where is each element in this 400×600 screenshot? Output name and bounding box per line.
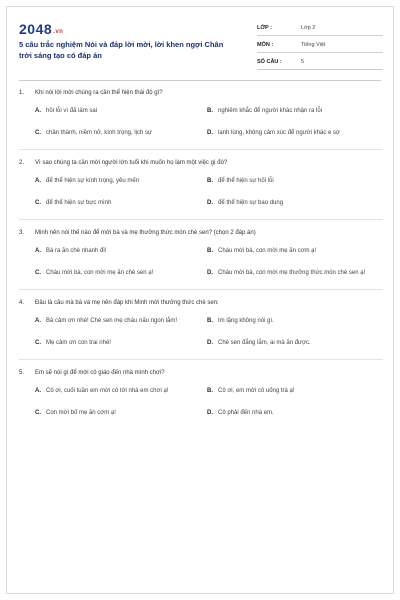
question-text bbox=[19, 89, 383, 98]
option-b[interactable] bbox=[207, 247, 379, 256]
option-letter: B. bbox=[207, 178, 213, 184]
worksheet-header bbox=[19, 17, 383, 79]
question-divider bbox=[19, 219, 383, 220]
option-text: Con mời bố mẹ ăn cơm ạ! bbox=[46, 410, 116, 416]
option-text: Bà ra ăn chè nhanh đi! bbox=[46, 248, 107, 254]
option-b[interactable] bbox=[207, 107, 379, 116]
answer-options bbox=[35, 177, 383, 208]
option-text: lạnh lùng, không cảm xúc để người khác e sợ bbox=[218, 130, 340, 136]
option-d[interactable] bbox=[207, 409, 379, 418]
question-4 bbox=[19, 299, 383, 360]
meta-label: MÔN : bbox=[257, 42, 274, 48]
option-letter: C. bbox=[35, 410, 41, 416]
document-title: 5 câu trắc nghiệm Nói và đáp lời mời, lời khen ngợi Chân trời sáng tạo có đáp án bbox=[19, 40, 224, 60]
question-prompt: Đâu là câu mà bà và mẹ nên đáp khi Minh mời thưởng thức chè sen: bbox=[35, 300, 219, 306]
option-letter: D. bbox=[207, 270, 213, 276]
option-row bbox=[35, 317, 383, 326]
site-logo[interactable] bbox=[19, 21, 63, 37]
question-5 bbox=[19, 369, 383, 418]
option-row bbox=[35, 129, 383, 138]
option-text: Cô ơi, em mời cô uống trà ạ! bbox=[218, 388, 295, 394]
option-c[interactable] bbox=[35, 339, 207, 348]
worksheet-meta bbox=[257, 23, 383, 74]
worksheet-page bbox=[6, 6, 394, 594]
logo-main-text: 2048 bbox=[19, 21, 53, 37]
option-text: Chè sen đắng lắm, ai mà ăn được. bbox=[218, 340, 311, 346]
option-text: nghiêm khắc để người khác nhận ra lỗi bbox=[218, 108, 323, 114]
question-prompt: Vì sao chúng ta cần mời người lớn tuổi khi muốn họ làm một việc gì đó? bbox=[35, 160, 228, 166]
question-prompt: Minh nên nói thế nào để mời bà và mẹ thưởng thức món chè sen? (chọn 2 đáp án) bbox=[35, 230, 256, 236]
option-row bbox=[35, 409, 383, 418]
option-text: hồi lỗi vì đã làm sai bbox=[46, 108, 98, 114]
question-3 bbox=[19, 229, 383, 290]
option-letter: C. bbox=[35, 130, 41, 136]
option-d[interactable] bbox=[207, 269, 379, 278]
option-text: Cháu mời bà, con mời mẹ ăn chè sen ạ! bbox=[46, 270, 154, 276]
answer-options bbox=[35, 247, 383, 278]
question-divider bbox=[19, 149, 383, 150]
option-d[interactable] bbox=[207, 339, 379, 348]
option-d[interactable] bbox=[207, 129, 379, 138]
option-letter: D. bbox=[207, 130, 213, 136]
meta-label: SỐ CÂU : bbox=[257, 59, 282, 65]
option-letter: A. bbox=[35, 388, 41, 394]
option-a[interactable] bbox=[35, 317, 207, 326]
option-d[interactable] bbox=[207, 199, 379, 208]
header-divider bbox=[19, 80, 381, 81]
option-text: để thể hiện sự kính trọng, yêu mến bbox=[46, 178, 140, 184]
question-prompt: Khi nói lời mời chúng ra cần thể hiện thái độ gì? bbox=[35, 90, 163, 96]
option-row bbox=[35, 199, 383, 208]
meta-row-grade bbox=[257, 23, 383, 36]
option-letter: B. bbox=[207, 318, 213, 324]
option-text: Cháu mời bà, con mời mẹ thưởng thức món chè sen ạ! bbox=[218, 270, 366, 276]
meta-value: 5 bbox=[301, 59, 305, 65]
question-list bbox=[19, 89, 383, 431]
question-2 bbox=[19, 159, 383, 220]
option-a[interactable] bbox=[35, 107, 207, 116]
option-letter: C. bbox=[35, 340, 41, 346]
question-prompt: Em sẽ nói gì để mời cô giáo đến nhà mình chơi? bbox=[35, 370, 165, 376]
option-letter: B. bbox=[207, 108, 213, 114]
option-b[interactable] bbox=[207, 317, 379, 326]
option-row bbox=[35, 339, 383, 348]
question-1 bbox=[19, 89, 383, 150]
option-letter: C. bbox=[35, 270, 41, 276]
option-letter: D. bbox=[207, 410, 213, 416]
option-c[interactable] bbox=[35, 409, 207, 418]
option-a[interactable] bbox=[35, 387, 207, 396]
question-number: 3. bbox=[19, 230, 25, 236]
option-text: Cô phải đến nhà em. bbox=[218, 410, 274, 416]
option-row bbox=[35, 247, 383, 256]
option-b[interactable] bbox=[207, 177, 379, 186]
question-text bbox=[19, 159, 383, 168]
question-number: 2. bbox=[19, 160, 25, 166]
meta-row-subject bbox=[257, 40, 383, 53]
meta-row-count bbox=[257, 57, 383, 70]
answer-options bbox=[35, 317, 383, 348]
option-letter: B. bbox=[207, 248, 213, 254]
option-a[interactable] bbox=[35, 177, 207, 186]
meta-value: Lớp 2 bbox=[301, 25, 316, 31]
option-letter: D. bbox=[207, 340, 213, 346]
question-number: 1. bbox=[19, 90, 25, 96]
option-text: Cô ơi, cuối tuần em mời cô tới nhà em chơi ạ! bbox=[46, 388, 169, 394]
question-text bbox=[19, 229, 383, 238]
question-divider bbox=[19, 289, 383, 290]
meta-label: LỚP : bbox=[257, 25, 272, 31]
logo-suffix-text: .vn bbox=[53, 29, 64, 35]
option-c[interactable] bbox=[35, 199, 207, 208]
option-letter: C. bbox=[35, 200, 41, 206]
question-text bbox=[19, 299, 383, 308]
option-text: để thể hiện sự bực mình bbox=[46, 200, 112, 206]
option-letter: B. bbox=[207, 388, 213, 394]
option-text: Mẹ cảm ơn con trai nhé! bbox=[46, 340, 111, 346]
answer-options bbox=[35, 107, 383, 138]
question-text bbox=[19, 369, 383, 378]
option-c[interactable] bbox=[35, 269, 207, 278]
option-row bbox=[35, 177, 383, 186]
option-row bbox=[35, 387, 383, 396]
option-b[interactable] bbox=[207, 387, 379, 396]
option-c[interactable] bbox=[35, 129, 207, 138]
option-text: Bà cảm ơn nhé! Chè sen mẹ cháu nấu ngon lắm! bbox=[46, 318, 178, 324]
meta-value: Tiếng Việt bbox=[301, 42, 326, 48]
option-letter: A. bbox=[35, 318, 41, 324]
option-text: chân thành, niềm nở, kính trọng, lịch sự bbox=[46, 130, 153, 136]
question-number: 5. bbox=[19, 370, 25, 376]
option-text: Im lặng không nói gì. bbox=[218, 318, 274, 324]
option-letter: A. bbox=[35, 178, 41, 184]
option-letter: A. bbox=[35, 108, 41, 114]
option-row bbox=[35, 107, 383, 116]
option-letter: D. bbox=[207, 200, 213, 206]
option-text: Cháu mời bà, con mời mẹ ăn cơm ạ! bbox=[218, 248, 317, 254]
question-number: 4. bbox=[19, 300, 25, 306]
option-text: để thể hiện sự bao dung bbox=[218, 200, 284, 206]
option-text: để thể hiện sự hối lỗi bbox=[218, 178, 274, 184]
option-row bbox=[35, 269, 383, 278]
option-letter: A. bbox=[35, 248, 41, 254]
question-divider bbox=[19, 359, 383, 360]
answer-options bbox=[35, 387, 383, 418]
option-a[interactable] bbox=[35, 247, 207, 256]
